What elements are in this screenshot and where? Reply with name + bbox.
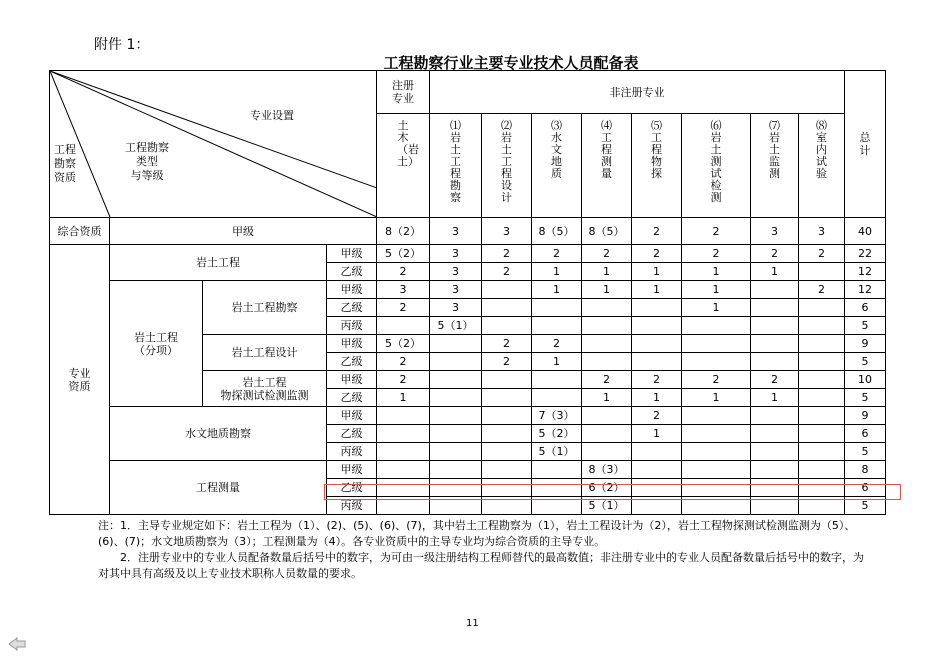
value-cell (682, 461, 751, 479)
value-cell: 2 (799, 281, 845, 299)
non-registered-header: 非注册专业 (430, 71, 845, 114)
value-cell: 1 (751, 389, 799, 407)
value-cell: 2 (682, 218, 751, 245)
grade-label: 乙级 (327, 425, 377, 443)
value-cell (430, 461, 482, 479)
value-cell: 10 (845, 371, 886, 389)
value-cell: 3 (430, 263, 482, 281)
value-cell: 2 (799, 245, 845, 263)
value-cell (682, 353, 751, 371)
value-cell: 5 (845, 497, 886, 515)
grade-label: 乙级 (327, 353, 377, 371)
value-cell: 2 (482, 263, 532, 281)
value-cell: 8（5） (582, 218, 632, 245)
page-title: 工程勘察行业主要专业技术人员配备表 (383, 54, 639, 72)
value-cell: 3 (430, 281, 482, 299)
value-cell: 5 (845, 443, 886, 461)
grade-label: 甲级 (327, 407, 377, 425)
grade-label: 甲级 (327, 461, 377, 479)
value-cell (799, 407, 845, 425)
column-header: ⑻室内试验 (799, 114, 845, 218)
table-row (50, 281, 886, 299)
value-cell: 22 (845, 245, 886, 263)
value-cell (751, 317, 799, 335)
value-cell (799, 443, 845, 461)
corner-mid-label: 工程勘察 类型 与等级 (125, 141, 169, 182)
value-cell: 3 (799, 218, 845, 245)
grade-label: 乙级 (327, 479, 377, 497)
value-cell: 1 (682, 281, 751, 299)
value-cell: 1 (632, 389, 682, 407)
highlight-box (324, 484, 901, 500)
value-cell (799, 335, 845, 353)
value-cell (682, 317, 751, 335)
column-header: ⑶水文地质 (532, 114, 582, 218)
value-cell: 8（2） (377, 218, 430, 245)
value-cell: 8（3） (582, 461, 632, 479)
value-cell (751, 443, 799, 461)
value-cell: 1 (532, 353, 582, 371)
value-cell (632, 461, 682, 479)
value-cell (582, 335, 632, 353)
value-cell (482, 371, 532, 389)
value-cell (751, 461, 799, 479)
value-cell (582, 407, 632, 425)
value-cell: 9 (845, 335, 886, 353)
value-cell (799, 389, 845, 407)
value-cell: 2 (482, 335, 532, 353)
value-cell (682, 443, 751, 461)
grade-label: 甲级 (327, 335, 377, 353)
value-cell (482, 389, 532, 407)
value-cell: 3 (482, 218, 532, 245)
column-header: ⑺岩土监测 (751, 114, 799, 218)
value-cell (632, 317, 682, 335)
table-row (50, 245, 886, 263)
grade-label: 甲级 (327, 371, 377, 389)
corner-top-label: 专业设置 (250, 109, 294, 122)
value-cell: 2 (682, 371, 751, 389)
row-label: 水文地质勘察 (110, 407, 327, 461)
value-cell: 5（2） (532, 425, 582, 443)
value-cell (532, 317, 582, 335)
grade-label: 甲级 (110, 218, 377, 245)
grade-label: 乙级 (327, 263, 377, 281)
value-cell (430, 353, 482, 371)
value-cell (751, 425, 799, 443)
value-cell (430, 443, 482, 461)
value-cell (582, 443, 632, 461)
note-1: 注：1．主导专业规定如下：岩土工程为（1）、(2)、(5)、(6)、(7)，其中岩土工程勘察为（1），岩土工程设计为（2），岩土工程物探测试检测监测为（5）、(6)、(7)；水文地质勘察为（3）；工程测量为（4）。各专业资质中的主导专业均为综合资质的主导专业。 (98, 519, 856, 548)
value-cell: 1 (632, 425, 682, 443)
value-cell (430, 371, 482, 389)
value-cell (799, 461, 845, 479)
value-cell (632, 299, 682, 317)
row-label: 岩土工程 （分项） (110, 281, 203, 407)
column-header: ⑷工程测量 (582, 114, 632, 218)
value-cell (751, 299, 799, 317)
back-arrow-icon[interactable] (8, 636, 26, 655)
value-cell (751, 353, 799, 371)
value-cell (377, 443, 430, 461)
notes (98, 518, 868, 582)
column-header: ⑹岩土测试检测 (682, 114, 751, 218)
value-cell (377, 425, 430, 443)
value-cell (799, 263, 845, 281)
value-cell: 2 (582, 245, 632, 263)
value-cell: 2 (377, 353, 430, 371)
value-cell (751, 407, 799, 425)
column-header: 土木（岩土） (377, 114, 430, 218)
value-cell (482, 281, 532, 299)
value-cell: 1 (751, 263, 799, 281)
row-label: 岩土工程勘察 (203, 281, 327, 335)
value-cell: 5（1） (582, 497, 632, 515)
value-cell: 1 (632, 263, 682, 281)
value-cell (632, 443, 682, 461)
page-number: 11 (466, 618, 479, 629)
value-cell (582, 299, 632, 317)
value-cell (799, 317, 845, 335)
value-cell (582, 353, 632, 371)
value-cell: 5（2） (377, 245, 430, 263)
grade-label: 乙级 (327, 299, 377, 317)
value-cell: 3 (430, 245, 482, 263)
value-cell (532, 371, 582, 389)
value-cell: 5 (845, 353, 886, 371)
value-cell: 2 (632, 371, 682, 389)
value-cell: 3 (430, 299, 482, 317)
row-label: 专业资质 (50, 245, 110, 515)
value-cell: 2 (751, 245, 799, 263)
attachment-label: 附件 1： (94, 37, 150, 53)
column-header: ⑸工程物探 (632, 114, 682, 218)
row-label: 岩土工程 (110, 245, 327, 281)
value-cell: 9 (845, 407, 886, 425)
value-cell (430, 407, 482, 425)
value-cell (799, 353, 845, 371)
grade-label: 丙级 (327, 497, 377, 515)
value-cell (532, 299, 582, 317)
value-cell: 1 (582, 389, 632, 407)
value-cell: 2 (751, 371, 799, 389)
grade-label: 甲级 (327, 245, 377, 263)
value-cell (377, 317, 430, 335)
total-header: 总计 (845, 71, 886, 218)
row-label: 岩土工程设计 (203, 335, 327, 371)
row-label: 综合资质 (50, 218, 110, 245)
grade-label: 丙级 (327, 317, 377, 335)
value-cell (582, 317, 632, 335)
value-cell: 1 (582, 281, 632, 299)
value-cell: 1 (682, 299, 751, 317)
value-cell: 2 (632, 218, 682, 245)
value-cell: 2 (377, 371, 430, 389)
value-cell (482, 425, 532, 443)
value-cell: 5 (845, 317, 886, 335)
value-cell: 3 (430, 218, 482, 245)
value-cell: 1 (532, 263, 582, 281)
column-header: ⑵岩土工程设计 (482, 114, 532, 218)
value-cell: 8 (845, 461, 886, 479)
value-cell: 5（1） (430, 317, 482, 335)
value-cell: 1 (582, 263, 632, 281)
value-cell: 40 (845, 218, 886, 245)
value-cell: 2 (532, 245, 582, 263)
value-cell (682, 335, 751, 353)
value-cell (682, 407, 751, 425)
note-2: 2．注册专业中的专业人员配备数量后括号中的数字，为可由一级注册结构工程师替代的最高数值；非注册专业中的专业人员配备数量后括号中的数字，为对其中具有高级及以上专业技术职称人员数量的要求。 (98, 551, 864, 580)
value-cell (582, 425, 632, 443)
value-cell: 2 (682, 245, 751, 263)
value-cell (482, 443, 532, 461)
grade-label: 丙级 (327, 443, 377, 461)
value-cell: 12 (845, 263, 886, 281)
row-label: 岩土工程 物探测试检测监测 (203, 371, 327, 407)
value-cell: 2 (532, 335, 582, 353)
value-cell: 2 (632, 245, 682, 263)
value-cell (532, 461, 582, 479)
value-cell (430, 335, 482, 353)
value-cell: 1 (682, 389, 751, 407)
value-cell (482, 317, 532, 335)
column-header: ⑴岩土工程勘察 (430, 114, 482, 218)
value-cell (482, 407, 532, 425)
value-cell: 2 (377, 263, 430, 281)
value-cell: 2 (582, 371, 632, 389)
value-cell: 1 (377, 389, 430, 407)
value-cell: 5 (845, 389, 886, 407)
value-cell (799, 425, 845, 443)
staffing-table (49, 70, 886, 515)
value-cell: 6 (845, 425, 886, 443)
value-cell: 3 (377, 281, 430, 299)
value-cell: 7（3） (532, 407, 582, 425)
value-cell: 1 (532, 281, 582, 299)
grade-label: 乙级 (327, 389, 377, 407)
value-cell (377, 407, 430, 425)
table-row (50, 407, 886, 425)
value-cell (430, 425, 482, 443)
value-cell (751, 335, 799, 353)
value-cell: 8（5） (532, 218, 582, 245)
corner-left-label: 工程 勘察 资质 (54, 143, 76, 184)
value-cell (632, 335, 682, 353)
value-cell: 5（2） (377, 335, 430, 353)
table-row (50, 461, 886, 479)
registered-header: 注册 专业 (377, 71, 430, 114)
table-row (50, 218, 886, 245)
value-cell: 2 (482, 245, 532, 263)
value-cell: 1 (682, 263, 751, 281)
value-cell (377, 461, 430, 479)
value-cell: 3 (751, 218, 799, 245)
value-cell: 2 (377, 299, 430, 317)
value-cell: 5（1） (532, 443, 582, 461)
value-cell (430, 389, 482, 407)
value-cell (799, 371, 845, 389)
diagonal-lines (50, 71, 377, 218)
value-cell: 12 (845, 281, 886, 299)
value-cell: 6（2） (582, 479, 632, 497)
value-cell (632, 353, 682, 371)
value-cell (751, 281, 799, 299)
row-label: 工程测量 (110, 461, 327, 515)
value-cell: 6 (845, 299, 886, 317)
value-cell (482, 461, 532, 479)
grade-label: 甲级 (327, 281, 377, 299)
corner-header (50, 71, 377, 218)
value-cell (799, 299, 845, 317)
value-cell: 2 (632, 407, 682, 425)
value-cell (532, 389, 582, 407)
value-cell: 2 (482, 353, 532, 371)
value-cell: 6 (845, 479, 886, 497)
value-cell (482, 299, 532, 317)
value-cell: 1 (632, 281, 682, 299)
value-cell (682, 425, 751, 443)
